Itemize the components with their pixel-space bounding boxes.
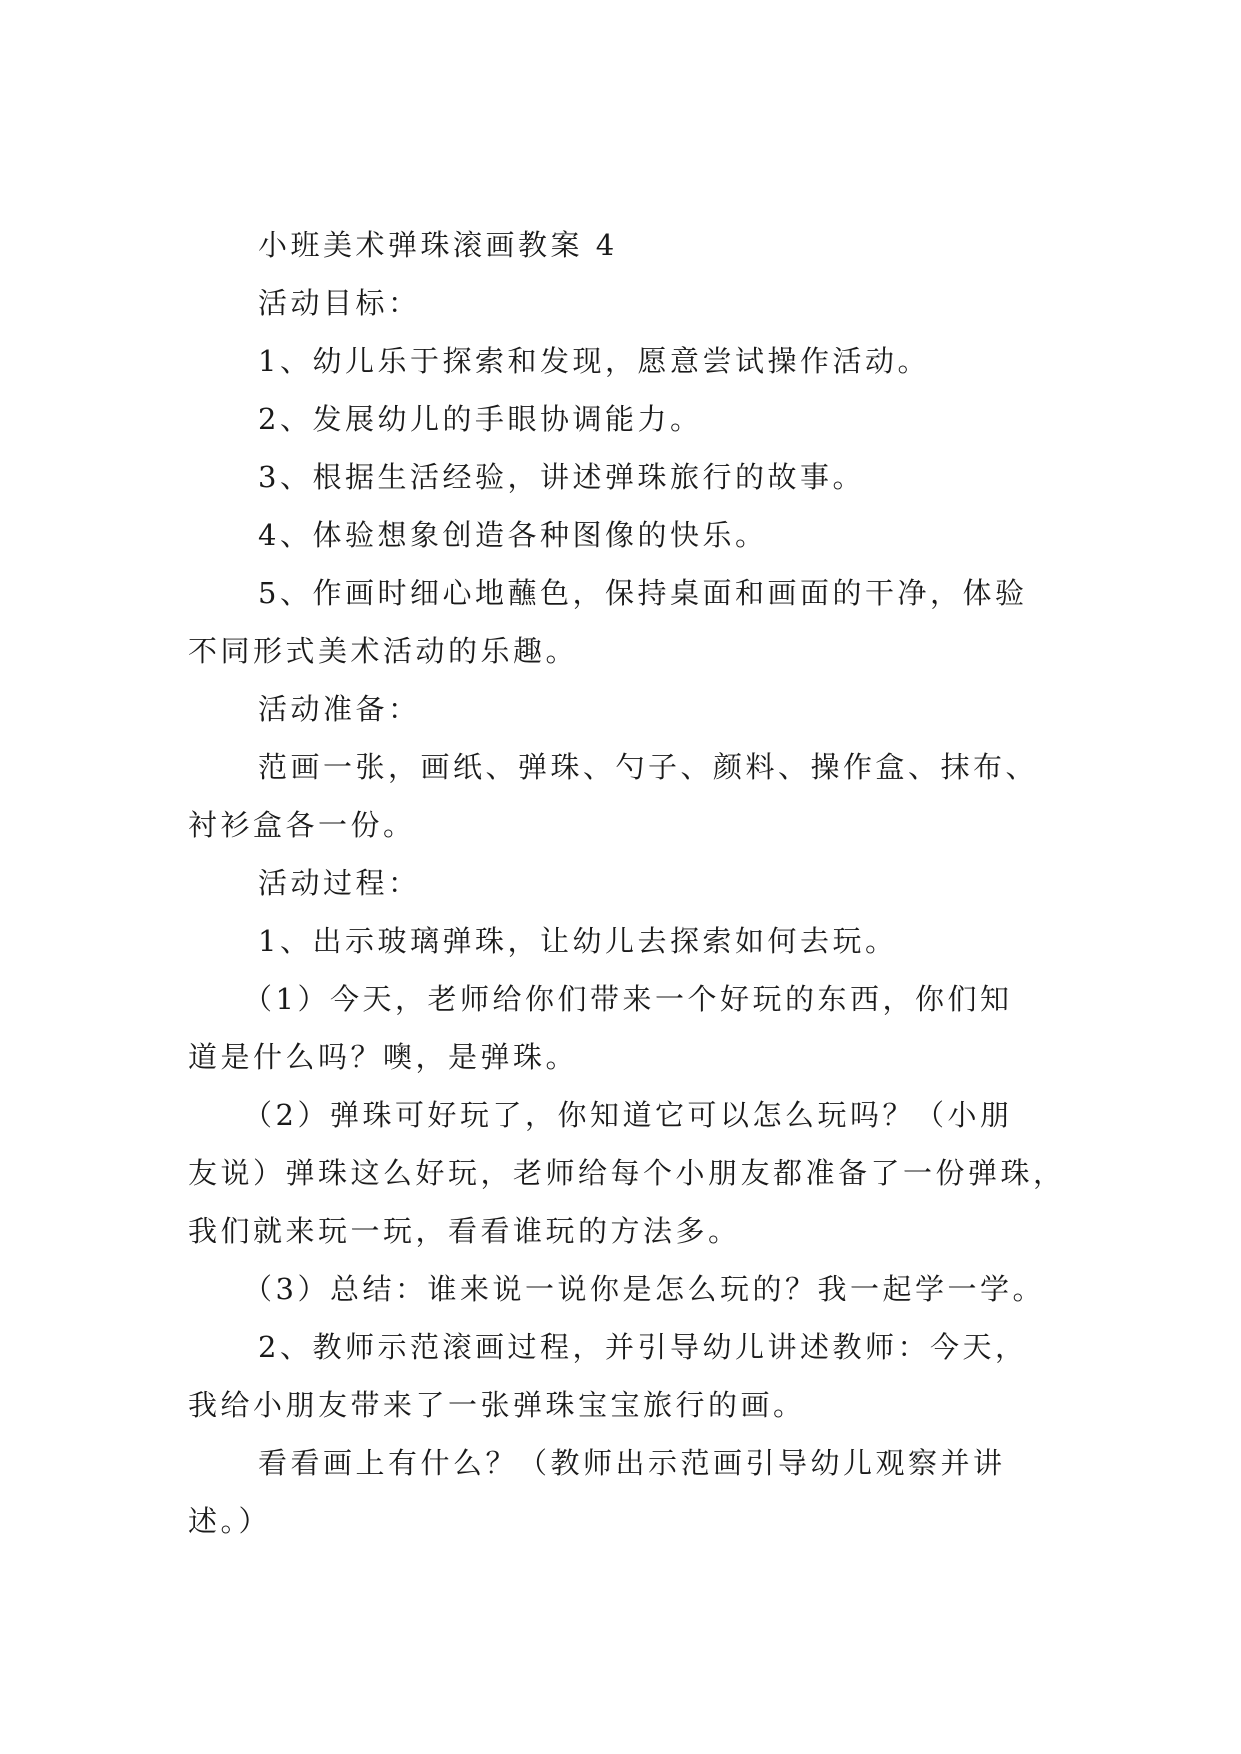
goal-item-1: 1、幼儿乐于探索和发现，愿意尝试操作活动。	[258, 344, 930, 378]
process-step-2-question-continued: 述。）	[188, 1504, 272, 1538]
process-step-1: 1、出示玻璃弹珠，让幼儿去探索如何去玩。	[258, 924, 898, 958]
goal-item-5: 5、作画时细心地蘸色，保持桌面和画面的干净，体验	[258, 576, 1028, 610]
process-step-2-question: 看看画上有什么？（教师出示范画引导幼儿观察并讲	[258, 1446, 1006, 1480]
process-step-2: 2、教师示范滚画过程，并引导幼儿讲述教师：今天，	[258, 1330, 1028, 1364]
goal-item-5-continued: 不同形式美术活动的乐趣。	[188, 634, 579, 668]
process-substep-2: （2）弹珠可好玩了，你知道它可以怎么玩吗？（小朋	[243, 1098, 1013, 1132]
process-substep-3: （3）总结：谁来说一说你是怎么玩的？我一起学一学。	[243, 1272, 1045, 1306]
process-substep-1-continued: 道是什么吗？噢，是弹珠。	[188, 1040, 579, 1074]
preparation-text-continued: 衬衫盒各一份。	[188, 808, 416, 842]
document-body	[188, 216, 1068, 1550]
goal-item-4: 4、体验想象创造各种图像的快乐。	[258, 518, 768, 552]
goal-item-2: 2、发展幼儿的手眼协调能力。	[258, 402, 703, 436]
section-heading-preparation: 活动准备：	[258, 692, 421, 726]
document-title: 小班美术弹珠滚画教案 4	[258, 228, 618, 262]
goal-item-3: 3、根据生活经验，讲述弹珠旅行的故事。	[258, 460, 865, 494]
process-substep-1: （1）今天，老师给你们带来一个好玩的东西，你们知	[243, 982, 1013, 1016]
process-step-2-continued: 我给小朋友带来了一张弹珠宝宝旅行的画。	[188, 1388, 806, 1422]
process-substep-2-continued-2: 我们就来玩一玩，看看谁玩的方法多。	[188, 1214, 741, 1248]
section-heading-process: 活动过程：	[258, 866, 421, 900]
preparation-text: 范画一张，画纸、弹珠、勺子、颜料、操作盒、抹布、	[258, 750, 1039, 784]
process-substep-2-continued: 友说）弹珠这么好玩，老师给每个小朋友都准备了一份弹珠，	[188, 1156, 1066, 1190]
section-heading-goals: 活动目标：	[258, 286, 421, 320]
